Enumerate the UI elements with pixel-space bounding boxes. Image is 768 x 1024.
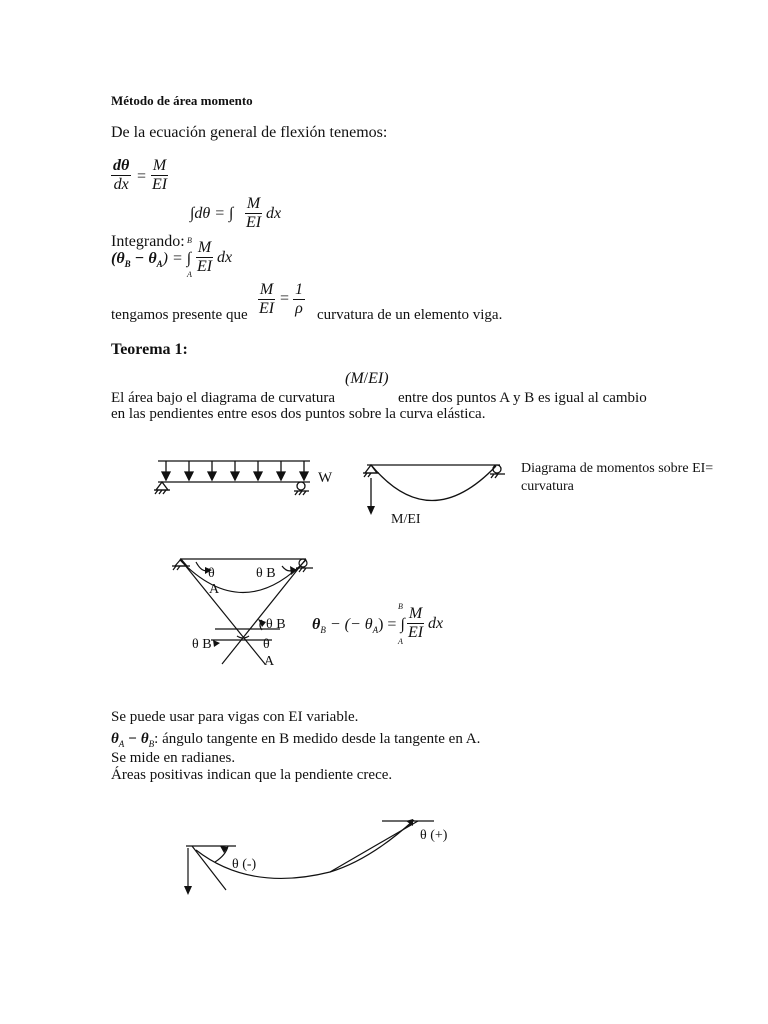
note-tangent-angle: $\theta_A - \theta_B$: ángulo tangente en B medido desde la tangente en A. bbox=[111, 731, 481, 749]
theta-b-mid: θ B bbox=[266, 617, 286, 632]
section-heading: Método de área momento bbox=[111, 93, 253, 108]
theta-a-bottom: θ bbox=[263, 637, 270, 652]
note-radians: Se mide en radianes. bbox=[111, 750, 236, 766]
theta-b-top: θ B bbox=[256, 566, 276, 581]
theta-a-top: θ bbox=[208, 566, 215, 581]
note-positive-areas: Áreas positivas indican que la pendiente crece. bbox=[111, 767, 393, 783]
mei-label: M/EI bbox=[391, 512, 421, 527]
label-a-top: A bbox=[209, 582, 220, 597]
load-label: W bbox=[318, 470, 333, 486]
negative-angle-label: θ (-) bbox=[232, 857, 257, 872]
note-variable-ei: Se puede usar para vigas con EI variable. bbox=[111, 709, 359, 725]
theta-b-left: θ B bbox=[192, 637, 212, 652]
label-a-bottom: A bbox=[264, 654, 275, 669]
caption-line-2: curvatura bbox=[521, 479, 574, 494]
intro-text: De la ecuación general de flexión tenemos: bbox=[111, 124, 388, 141]
theorem-title: Teorema 1: bbox=[111, 341, 188, 358]
positive-angle-label: θ (+) bbox=[420, 828, 448, 843]
caption-line-1: Diagrama de momentos sobre EI= bbox=[521, 461, 714, 476]
